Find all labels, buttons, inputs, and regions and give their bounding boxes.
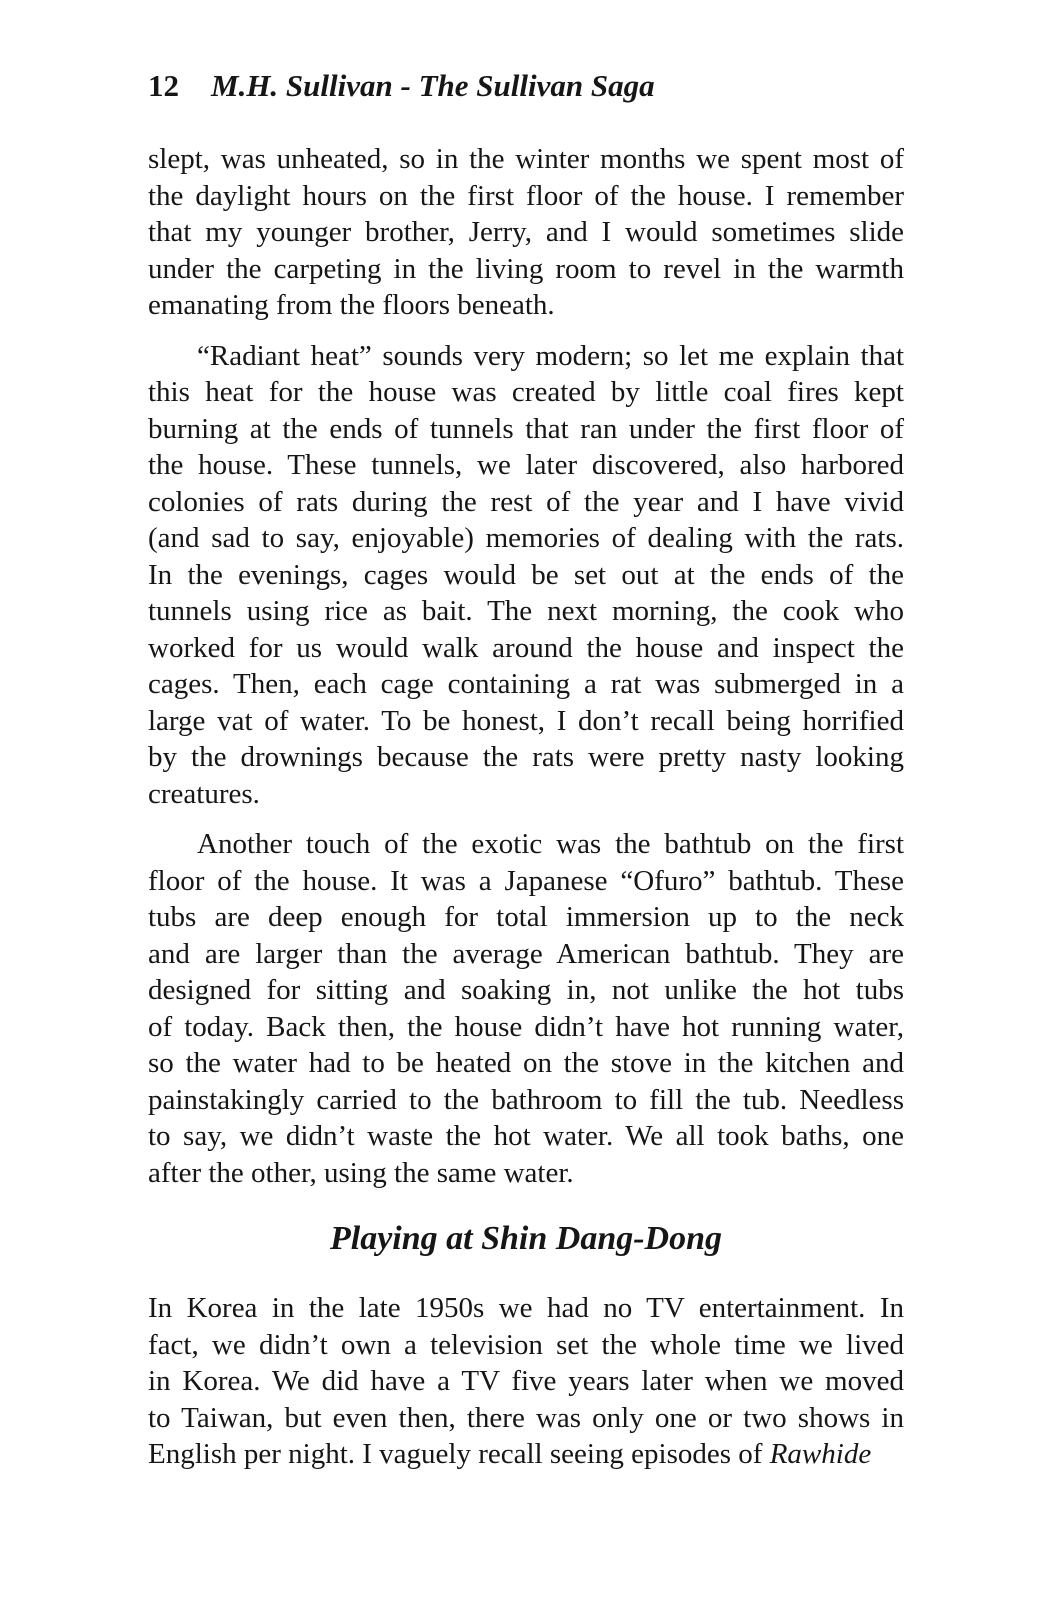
text-line: to Taiwan, but even then, there was only one or two shows in [148,1401,904,1434]
running-head [148,68,904,104]
text-line: painstakingly carried to the bathroom to fill the tub. Needless [148,1083,904,1116]
text-line: the house. These tunnels, we later discovered, also harbored [148,449,904,481]
text-line: in Korea. We did have a TV five years later when we moved [148,1365,904,1397]
text-line: designed for sitting and soaking in, not unlike the hot tubs [148,974,904,1006]
text-line: slept, was unheated, so in the winter months we spent most of [148,143,904,175]
text-line: so the water had to be heated on the stove in the kitchen and [148,1047,904,1079]
italic-title-text: Rawhide [769,1438,872,1470]
text-line: floor of the house. It was a Japanese “Ofuro” bathtub. These [148,864,904,897]
text-line: cages. Then, each cage containing a rat was submerged in a [148,668,904,700]
paragraph [148,338,904,813]
text-line: after the other, using the same water. [148,1156,574,1189]
text-line: the daylight hours on the first floor of the house. I remember [148,179,904,212]
text-line: worked for us would walk around the house and inspect the [148,631,904,664]
text-line: that my younger brother, Jerry, and I would sometimes slide [148,216,904,248]
text-line: Another touch of the exotic was the bathtub on the first [197,828,904,860]
section-heading: Playing at Shin Dang-Dong [329,1220,723,1257]
page-number: 12 [148,68,179,103]
page-body [148,141,904,1473]
paragraph [148,826,904,1191]
text-line: of today. Back then, the house didn’t have hot running water, [148,1010,904,1043]
text-line: “Radiant heat” sounds very modern; so let me explain that [197,339,904,372]
text-line: In the evenings, cages would be set out at the ends of the [148,558,904,591]
text-line: large vat of water. To be honest, I don’t recall being horrified [148,704,904,737]
running-title: M.H. Sullivan - The Sullivan Saga [211,68,655,103]
text-line: and are larger than the average American bathtub. They are [148,937,904,970]
text-line: colonies of rats during the rest of the year and I have vivid [148,485,904,518]
text-line: English per night. I vaguely recall seeing episodes of Rawhide [148,1438,872,1470]
text-line: fact, we didn’t own a television set the whole time we lived [148,1328,904,1361]
text-line: creatures. [148,777,260,810]
text-line: under the carpeting in the living room to revel in the warmth [148,252,904,285]
text-line: this heat for the house was created by little coal fires kept [148,376,904,408]
text-line: to say, we didn’t waste the hot water. We all took baths, one [148,1120,904,1152]
text-line: burning at the ends of tunnels that ran under the first floor of [148,412,904,445]
text-line: (and sad to say, enjoyable) memories of dealing with the rats. [148,522,904,554]
text-line: tunnels using rice as bait. The next morning, the cook who [148,595,904,627]
text-line: tubs are deep enough for total immersion up to the neck [148,901,904,933]
text-line: by the drownings because the rats were pretty nasty looking [148,741,904,773]
text-line: emanating from the floors beneath. [148,289,555,321]
text-line: In Korea in the late 1950s we had no TV entertainment. In [148,1292,904,1324]
paragraph [148,141,904,324]
paragraph [148,1290,904,1473]
